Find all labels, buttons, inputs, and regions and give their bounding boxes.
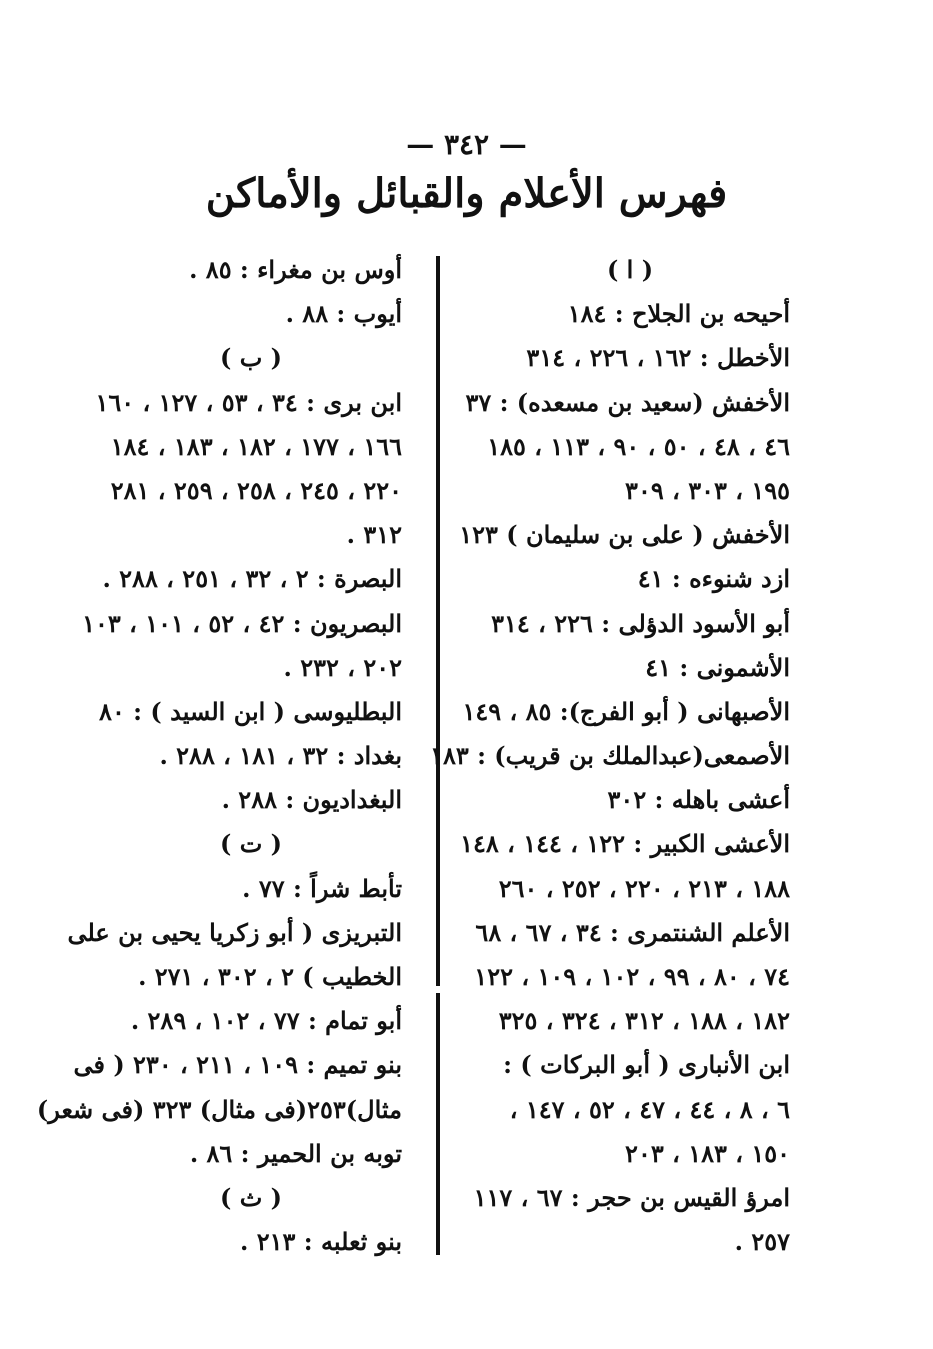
index-entry: الأخفش ( على بن سليمان ) ١٢٣ <box>459 520 790 550</box>
page-title: فهرس الأعلام والقبائل والأماكن <box>205 170 728 217</box>
index-entry: ابن برى : ٣٤ ، ٥٣ ، ١٢٧ ، ١٦٠ <box>95 387 402 417</box>
index-entry: أوس بن مغراء : ٨٥ . <box>189 255 402 284</box>
index-entry: البصريون : ٤٢ ، ٥٢ ، ١٠١ ، ١٠٣ <box>82 608 402 638</box>
index-entry: بنو تميم : ١٠٩ ، ٢١١ ، ٢٣٠ ( فى <box>73 1050 402 1080</box>
index-entry: بنو ثعلبه : ٢١٣ . <box>240 1227 402 1257</box>
index-entry: امرؤ القيس بن حجر : ٦٧ ، ١١٧ <box>473 1182 790 1212</box>
index-entry: أبو الأسود الدؤلى : ٢٢٦ ، ٣١٤ <box>491 608 790 638</box>
index-entry: ٧٤ ، ٨٠ ، ٩٩ ، ١٠٢ ، ١٠٩ ، ١٢٢ <box>474 962 790 991</box>
letter-heading: ( ت ) <box>219 829 282 859</box>
index-entry: ١٨٢ ، ١٨٨ ، ٣١٢ ، ٣٢٤ ، ٣٢٥ <box>498 1006 790 1036</box>
index-entry: الخطيب ) ٢ ، ٣٠٢ ، ٢٧١ . <box>138 962 402 991</box>
index-entry: أبو تمام : ٧٧ ، ١٠٢ ، ٢٨٩ . <box>130 1006 402 1036</box>
index-entry: ٣١٢ . <box>346 520 402 550</box>
index-entry: ٢٠٢ ، ٢٣٢ . <box>283 652 402 682</box>
letter-heading: ( ا ) <box>606 255 654 284</box>
index-entry: الأعلم الشنتمرى : ٣٤ ، ٦٧ ، ٦٨ <box>475 917 790 947</box>
index-entry: بغداد : ٣٢ ، ١٨١ ، ٢٨٨ . <box>159 741 402 771</box>
page-number: — ٣٤٢ — <box>406 128 527 161</box>
index-column-left <box>36 248 402 1264</box>
letter-heading: ( ب ) <box>219 343 282 373</box>
index-entry: ١٩٥ ، ٣٠٣ ، ٣٠٩ <box>625 475 790 505</box>
index-entry: أعشى باهله : ٣٠٢ <box>607 785 790 815</box>
column-divider <box>436 993 440 1255</box>
index-entry: ازد شنوءه : ٤١ <box>637 564 790 594</box>
index-entry: ٢٥٧ . <box>734 1227 790 1257</box>
index-entry: ١٦٦ ، ١٧٧ ، ١٨٢ ، ١٨٣ ، ١٨٤ <box>110 431 402 461</box>
index-entry: الأعشى الكبير : ١٢٢ ، ١٤٤ ، ١٤٨ <box>460 829 790 859</box>
index-entry: البصرة : ٢ ، ٣٢ ، ٢٥١ ، ٢٨٨ . <box>102 564 402 594</box>
index-entry: أيوب : ٨٨ . <box>285 299 402 329</box>
index-entry: الأصبهانى ( أبو الفرج): ٨٥ ، ١٤٩ <box>462 696 790 726</box>
index-entry: ١٥٠ ، ١٨٣ ، ٢٠٣ <box>625 1138 790 1168</box>
index-entry: تأبط شراً : ٧٧ . <box>242 873 402 903</box>
index-entry: الأشمونى : ٤١ <box>645 652 790 682</box>
index-column-right <box>430 248 790 1264</box>
index-entry: التبريزى ( أبو زكريا يحيى بن على <box>67 917 402 947</box>
index-entry: الأخفش (سعيد بن مسعده) : ٣٧ <box>465 387 790 417</box>
index-entry: أحيحه بن الجلاح : ١٨٤ <box>567 299 790 329</box>
index-entry: ٢٢٠ ، ٢٤٥ ، ٢٥٨ ، ٢٥٩ ، ٢٨١ <box>110 475 402 505</box>
index-entry: الأصمعى(عبدالملك بن قريب) : ١٨٣ <box>430 741 790 771</box>
index-entry: البغداديون : ٢٨٨ . <box>221 785 402 815</box>
index-entry: الأخطل : ١٦٢ ، ٢٢٦ ، ٣١٤ <box>526 343 790 373</box>
column-divider <box>436 256 440 986</box>
index-entry: مثال)٢٥٣(فى مثال) ٣٢٣ (فى شعر) <box>36 1094 402 1124</box>
index-entry: ٦ ، ٨ ، ٤٤ ، ٤٧ ، ٥٢ ، ١٤٧ ، <box>509 1094 790 1124</box>
index-entry: ١٨٨ ، ٢١٣ ، ٢٢٠ ، ٢٥٢ ، ٢٦٠ <box>498 873 790 903</box>
index-entry: توبه بن الحمير : ٨٦ . <box>189 1138 402 1168</box>
index-entry: البطليوسى ( ابن السيد ) : ٨٠ <box>99 696 402 726</box>
index-entry: ٤٦ ، ٤٨ ، ٥٠ ، ٩٠ ، ١١٣ ، ١٨٥ <box>487 431 790 461</box>
letter-heading: ( ث ) <box>219 1182 282 1212</box>
index-entry: ابن الأنبارى ( أبو البركات ) : <box>503 1050 790 1080</box>
